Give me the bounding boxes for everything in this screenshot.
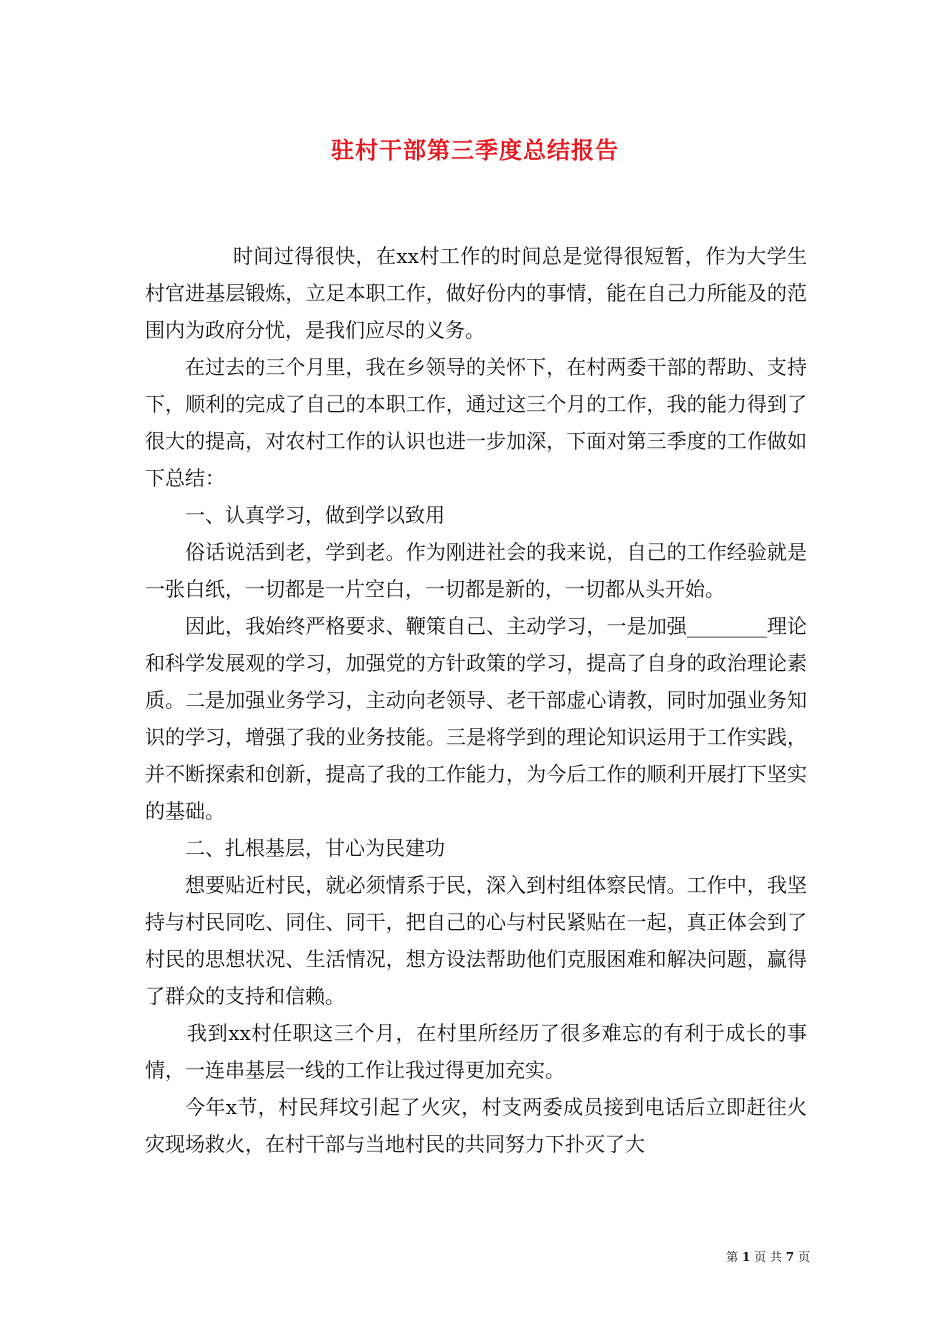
paragraph-overview: 在过去的三个月里，我在乡领导的关怀下，在村两委干部的帮助、支持下，顺利的完成了自己的本职工作，通过这三个月的工作，我的能力得到了很大的提高，对农村工作的认识也进一步加深，下面对第三季度的工作做如下总结： <box>145 355 807 490</box>
paragraph-study-1: 俗话说活到老，学到老。作为刚进社会的我来说，自己的工作经验就是一张白纸，一切都是一片空白，一切都是新的，一切都从头开始。 <box>145 540 807 601</box>
paragraph-study-2: 因此，我始终严格要求、鞭策自己、主动学习，一是加强________理论和科学发展观的学习，加强党的方针政策的学习，提高了自身的政治理论素质。二是加强业务学习，主动向老领导、老干部虚心请教，同时加强业务知识的学习，增强了我的业务技能。三是将学到的理论知识运用于工作实践，并不断探索和创新，提高了我的工作能力，为今后工作的顺利开展打下坚实的基础。 <box>145 614 807 823</box>
document-body <box>145 238 807 1163</box>
footer-middle: 页 共 <box>754 1250 782 1264</box>
page-footer <box>700 1248 810 1265</box>
document-title: 驻村干部第三季度总结报告 <box>331 137 619 164</box>
paragraph-intro: 时间过得很快，在xx村工作的时间总是觉得很短暂，作为大学生村官进基层锻炼，立足本职工作，做好份内的事情，能在自己力所能及的范围内为政府分忧，是我们应尽的义务。 <box>145 244 807 342</box>
section-heading-grassroots: 二、扎根基层，甘心为民建功 <box>185 836 445 860</box>
footer-total-pages: 7 <box>785 1250 795 1264</box>
footer-prefix: 第 <box>726 1250 739 1264</box>
paragraph-fire-event: 今年x节，村民拜坟引起了火灾，村支两委成员接到电话后立即赶往火灾现场救火，在村干部与当地村民的共同努力下扑灭了大 <box>145 1095 807 1156</box>
section-heading-study: 一、认真学习，做到学以致用 <box>185 503 445 527</box>
footer-current-page: 1 <box>741 1250 751 1264</box>
footer-suffix: 页 <box>797 1250 810 1264</box>
paragraph-grassroots-2: 我到xx村任职这三个月，在村里所经历了很多难忘的有利于成长的事情，一连串基层一线的工作让我过得更加充实。 <box>145 1021 807 1082</box>
paragraph-grassroots-1: 想要贴近村民，就必须情系于民，深入到村组体察民情。工作中，我坚持与村民同吃、同住、同干，把自己的心与村民紧贴在一起，真正体会到了村民的思想状况、生活情况，想方设法帮助他们克服困难和解决问题，赢得了群众的支持和信赖。 <box>145 873 807 1008</box>
